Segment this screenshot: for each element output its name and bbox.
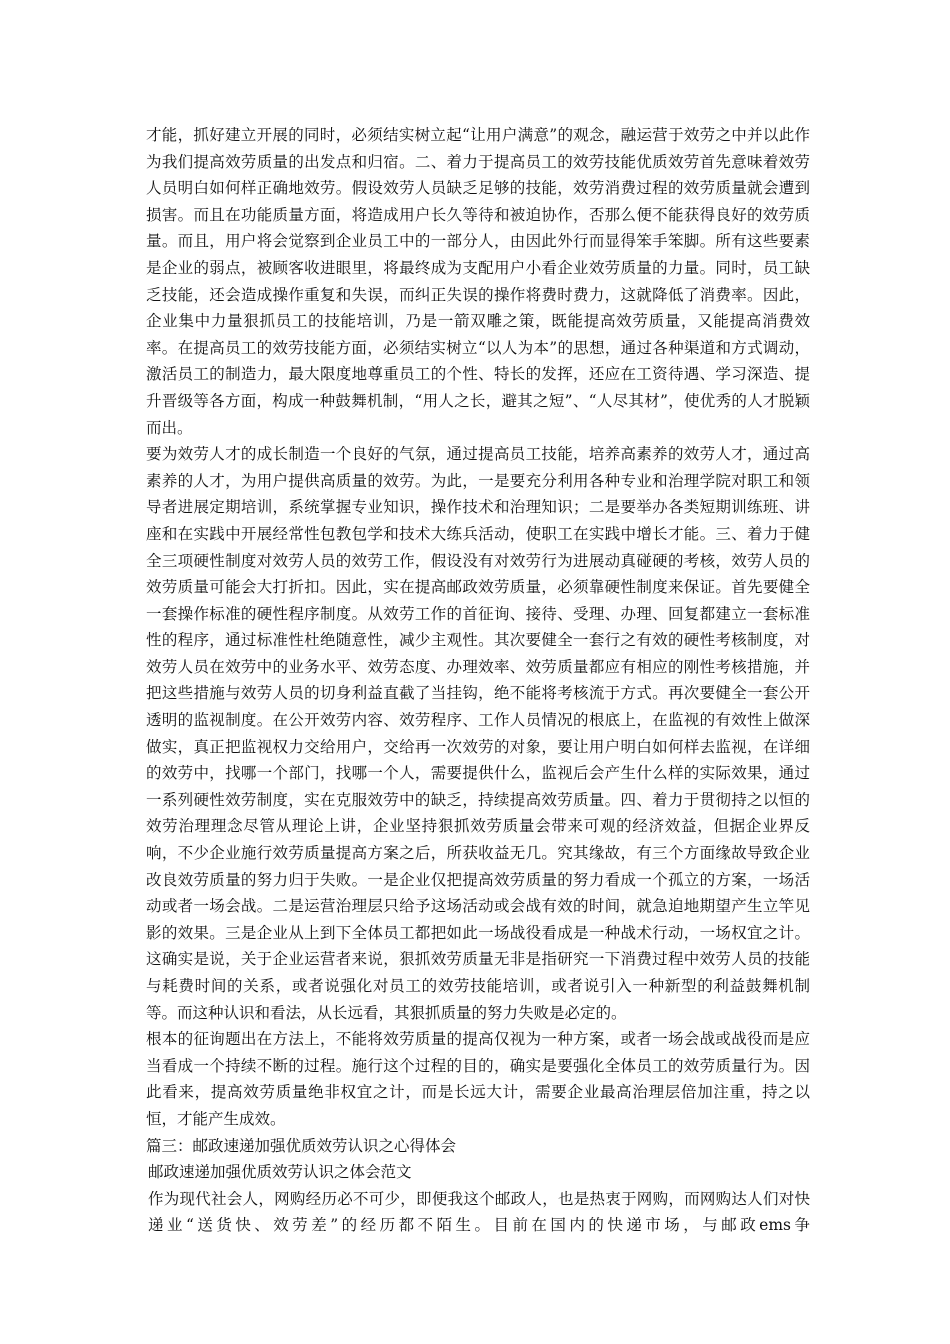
paragraph-service-skills: 才能，抓好建立开展的同时，必须结实树立起“让用户满意”的观念，融运营于效劳之中并以此作为我们提高效劳质量的出发点和归宿。二、着力于提高员工的效劳技能优质效劳首先意味着效劳人员明白如何样正确地效劳。假设效劳人员缺乏足够的技能，效劳消费过程的效劳质量就会遭到损害。而且在功能质量方面，将造成用户长久等待和被迫协作，否那么便不能获得良好的效劳质量。而且，用户将会觉察到企业员工中的一部分人，由因此外行而显得笨手笨脚。所有这些要素是企业的弱点，被顾客收进眼里，将最终成为支配用户小看企业效劳质量的力量。同时，员工缺乏技能，还会造成操作重复和失误，而纠正失误的操作将费时费力，这就降低了消费率。因此，企业集中力量狠抓员工的技能培训，乃是一箭双雕之策，既能提高效劳质量，又能提高消费效率。在提高员工的效劳技能方面，必须结实树立“以人为本”的思想，通过各种渠道和方式调动，激活员工的制造力，最大限度地尊重员工的个性、特长的发挥，还应在工资待遇、学习深造、提升晋级等各方面，构成一种鼓舞机制，“用人之长，避其之短”、“人尽其材”，使优秀的人才脱颖而出。 [146,126,810,437]
section-heading: 篇三：邮政速递加强优质效劳认识之心得体会 [146,1136,457,1155]
paragraph-service-talent: 要为效劳人才的成长制造一个良好的气氛，通过提高员工技能，培养高素养的效劳人才，通过高素养的人才，为用户提供高质量的效劳。为此，一是要充分利用各种专业和治理学院对职工和领导者进展定期培训，系统掌握专业知识，操作技术和治理知识；二是要举办各类短期训练班、讲座和在实践中开展经常性包教包学和技术大练兵活动，使职工在实践中增长才能。三、着力于健全三项硬性制度对效劳人员的效劳工作，假设没有对效劳行为进展动真碰硬的考核，效劳人员的效劳质量可能会大打折扣。因此，实在提高邮政效劳质量，必须靠硬性制度来保证。首先要健全一套操作标准的硬性程序制度。从效劳工作的首征询、接待、受理、办理、回复都建立一套标准性的程序，通过标准性杜绝随意性，减少主观性。其次要健全一套行之有效的硬性考核制度，对效劳人员在效劳中的业务水平、效劳态度、办理效率、效劳质量都应有相应的刚性考核措施，并把这些措施与效劳人员的切身利益直截了当挂钩，绝不能将考核流于方式。再次要健全一套公开透明的监视制度。在公开效劳内容、效劳程序、工作人员情况的根底上，在监视的有效性上做深做实，真正把监视权力交给用户，交给再一次效劳的对象，要让用户明白如何样去监视，在详细的效劳中，找哪一个部门，找哪一个人，需要提供什么，监视后会产生什么样的实际效果，通过一系列硬性效劳制度，实在克服效劳中的缺乏，持续提高效劳质量。四、着力于贯彻持之以恒的效劳治理理念尽管从理论上讲，企业坚持狠抓效劳质量会带来可观的经济效益，但据企业界反响，不少企业施行效劳质量提高方案之后，所获收益无几。究其缘故，有三个方面缘故导致企业改良效劳质量的努力归于失败。一是企业仅把提高效劳质量的努力看成一个孤立的方案，一场活动或者一场会战。二是运营治理层只给予这场活动或会战有效的时间，就急迫地期望产生立竿见影的效果。三是企业从上到下全体员工都把如此一场战役看成是一种战术行动，一场权宜之计。这确实是说，关于企业运营者来说，狠抓效劳质量无非是指研究一下消费过程中效劳人员的技能与耗费时间的关系，或者说强化对员工的效劳技能培训，或者说引入一种新型的利益鼓舞机制等。而这种认识和看法，从长远看，其狠抓质量的努力失败是必定的。 [146,445,810,1022]
paragraph-root-problem: 根本的征询题出在方法上，不能将效劳质量的提高仅视为一种方案，或者一场会战或战役而是应当看成一个持续不断的过程。施行这个过程的目的，确实是要强化全体员工的效劳质量行为。因此看来，提高效劳质量绝非权宜之计，而是长远大计，需要企业最高治理层倍加注重，持之以恒，才能产生成效。 [146,1030,810,1128]
article-title: 邮政速递加强优质效劳认识之体会范文 [148,1163,412,1182]
document-body [146,122,810,1239]
paragraph-intro: 作为现代社会人，网购经历必不可少，即便我这个邮政人，也是热衷于网购，而网购达人们对快递业“送货快、效劳差”的经历都不陌生。目前在国内的快递市场，与邮政ems争 [148,1189,810,1235]
